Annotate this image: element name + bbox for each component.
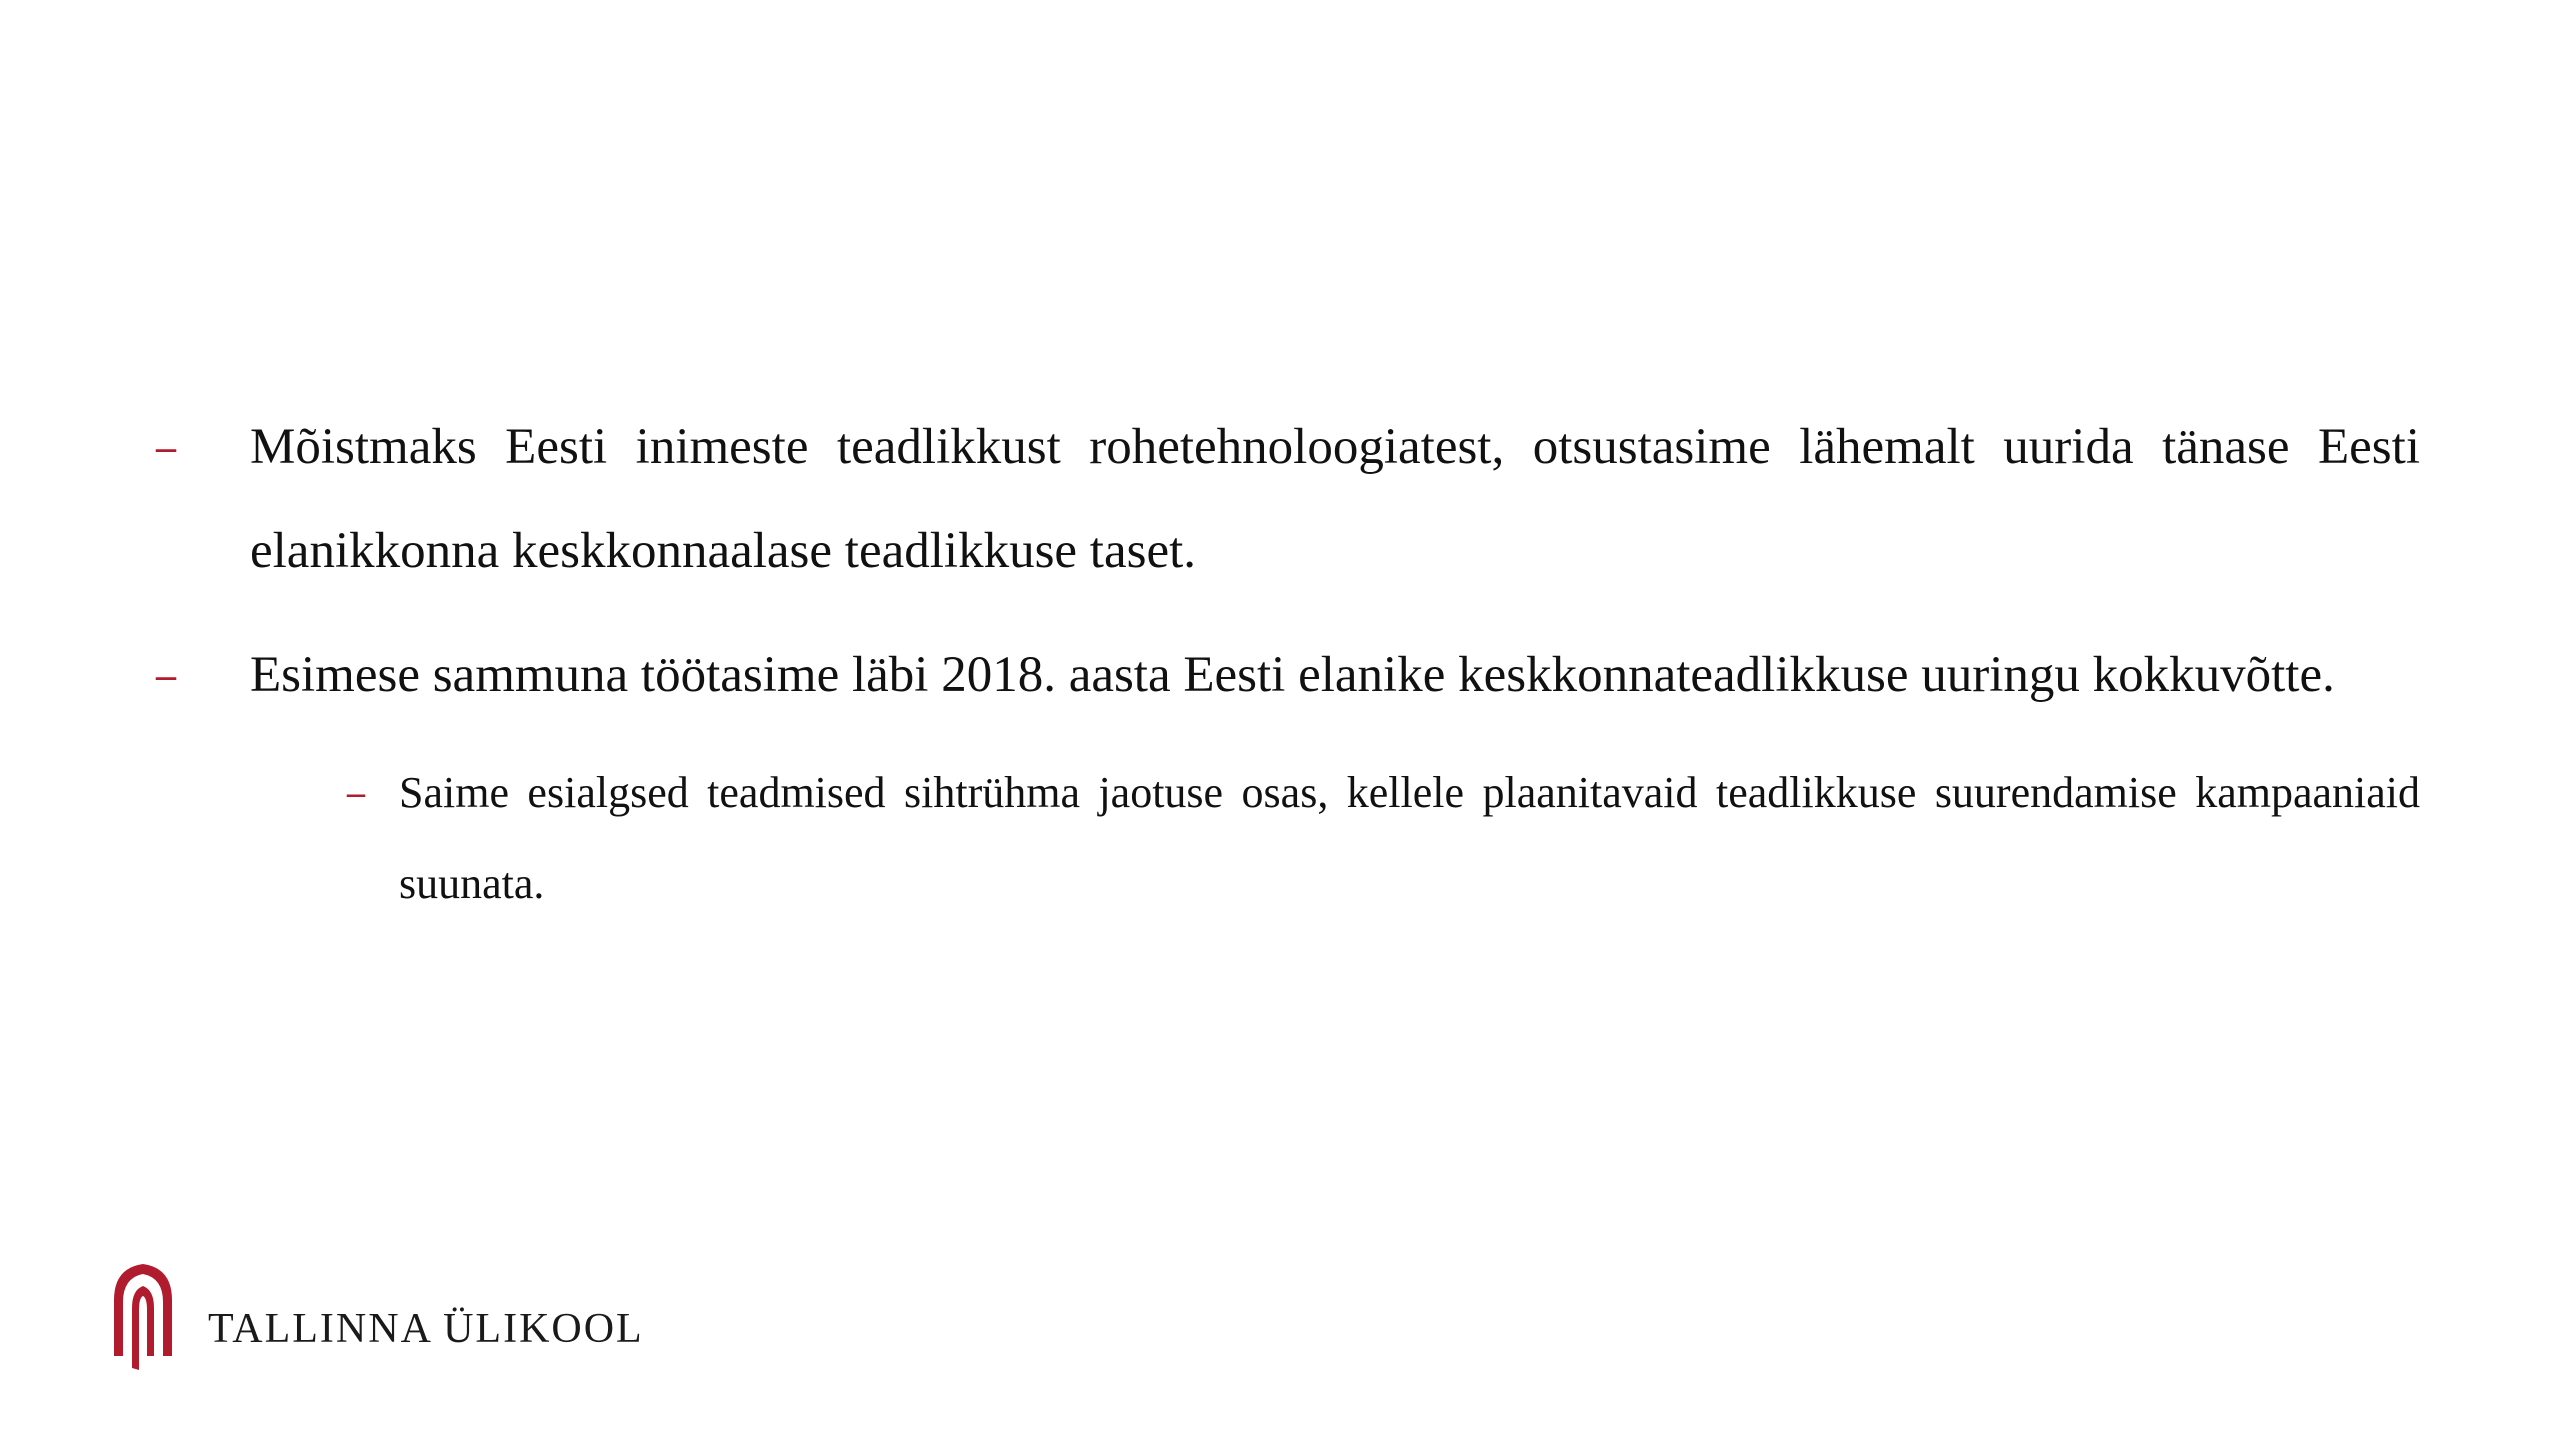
arch-icon — [108, 1260, 178, 1372]
sub-bullet-text: Saime esialgsed teadmised sihtrühma jaotuse osas, kellele plaanitavaid teadlikkuse suurendamise kampaaniaid suunata. — [399, 768, 2420, 908]
bullet-text: Mõistmaks Eesti inimeste teadlikkust rohetehnoloogiatest, otsustasime lähemalt uurida tänase Eesti elanikkonna keskkonnaalase teadlikkuse taset. — [250, 419, 2420, 579]
sub-bullet-marker: – — [347, 772, 365, 812]
bullet-text: Esimese sammuna töötasime läbi 2018. aasta Eesti elanike keskkonnateadlikkuse uuringu kokkuvõtte. — [250, 647, 2335, 703]
bullet-marker: – — [156, 652, 176, 697]
bullet-item — [150, 623, 2420, 727]
logo-text: TALLINNA ÜLIKOOL — [208, 1306, 644, 1352]
sub-bullet-item — [347, 747, 2420, 929]
university-logo — [108, 1260, 644, 1372]
bullet-item — [150, 395, 2420, 603]
bullet-marker: – — [156, 424, 176, 469]
slide-content — [150, 395, 2420, 929]
